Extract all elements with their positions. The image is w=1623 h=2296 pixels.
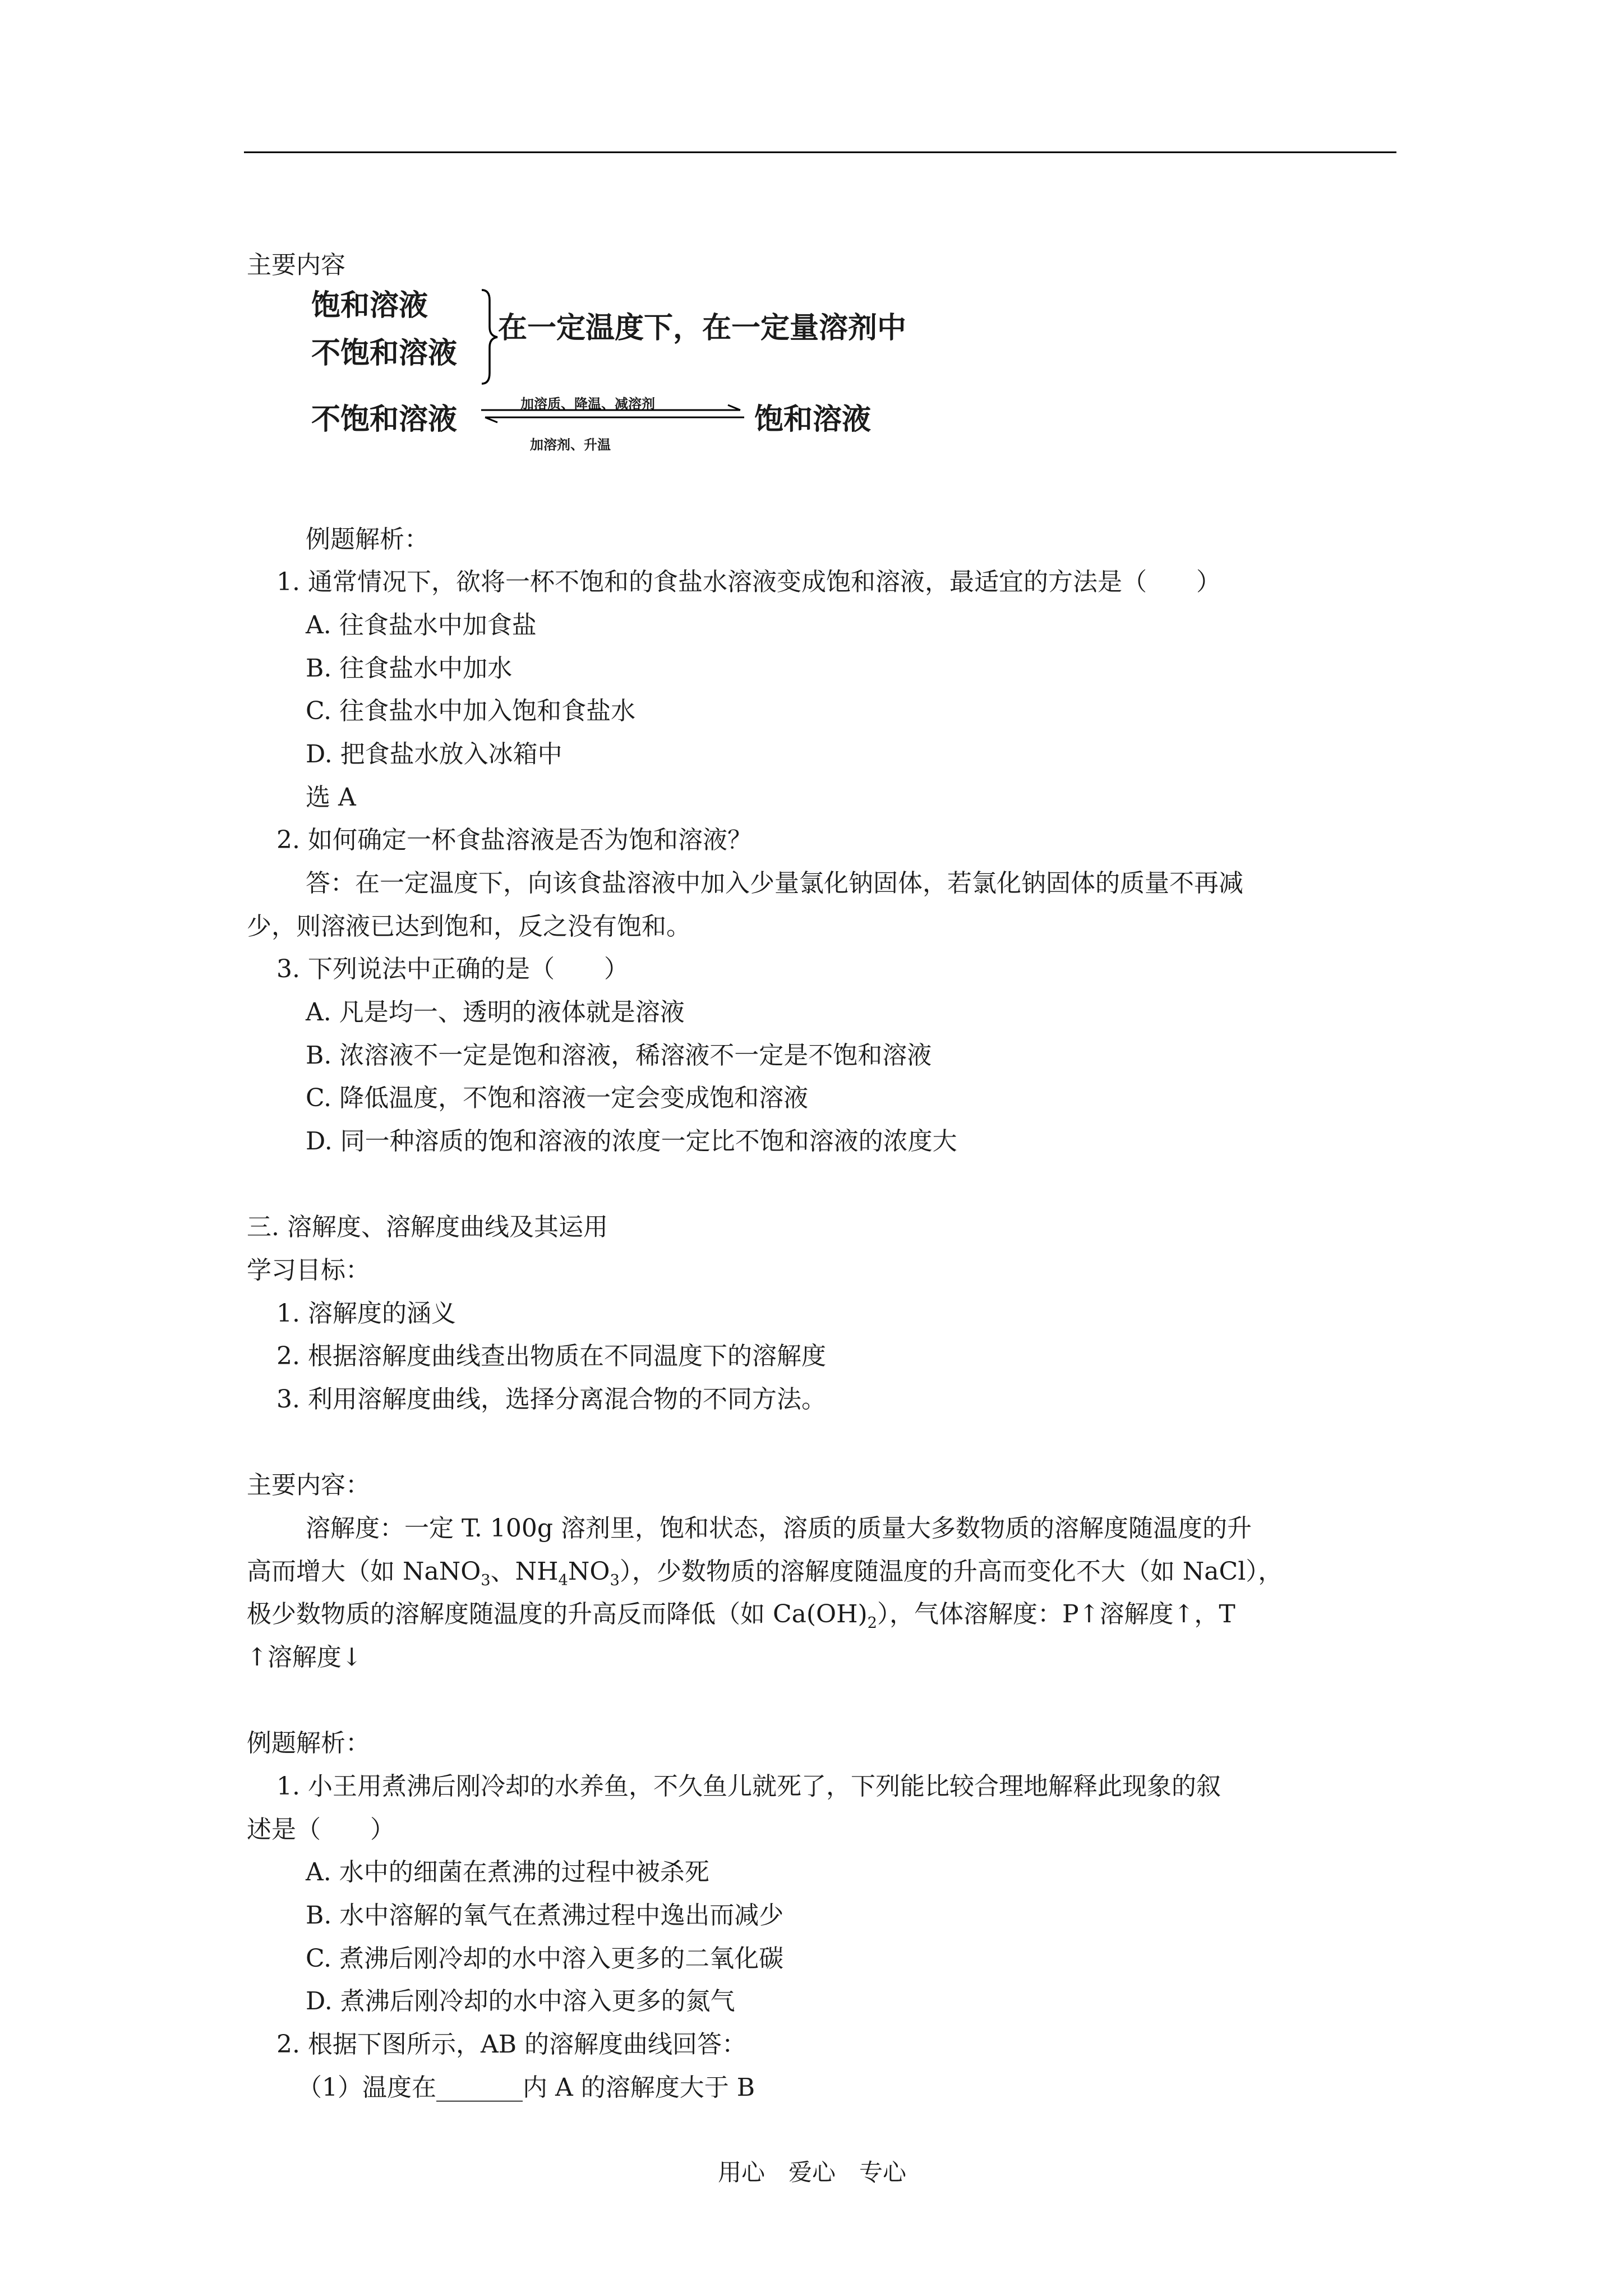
examples-heading: 例题解析： bbox=[306, 525, 429, 554]
q2-1-option-c: C. 煮沸后刚冷却的水中溶入更多的二氧化碳 bbox=[306, 1944, 784, 1973]
page-footer: 用心 爱心 专心 bbox=[718, 2159, 907, 2186]
learning-goals-heading: 学习目标： bbox=[247, 1256, 370, 1285]
q3-option-b: B. 浓溶液不一定是饱和溶液，稀溶液不一定是不饱和溶液 bbox=[306, 1041, 932, 1070]
reversible-arrow-icon bbox=[477, 403, 749, 425]
q3-option-a: A. 凡是均一、透明的液体就是溶液 bbox=[306, 998, 685, 1027]
question-1: 1. 通常情况下，欲将一杯不饱和的食盐水溶液变成饱和溶液，最适宜的方法是（ ） bbox=[276, 568, 1221, 596]
q1-option-a: A. 往食盐水中加食盐 bbox=[306, 611, 537, 639]
q1-option-c: C. 往食盐水中加入饱和食盐水 bbox=[306, 697, 636, 725]
question-2-1-line-2: 述是（ ） bbox=[247, 1815, 395, 1844]
goal-2: 2. 根据溶解度曲线查出物质在不同温度下的溶解度 bbox=[276, 1342, 826, 1370]
condition-text: 在一定温度下，在一定量溶剂中 bbox=[498, 311, 907, 345]
header-rule bbox=[244, 151, 1396, 153]
solubility-paragraph-line-2: 高而增大（如 NaNO$_3$、$NH_4NO_3$），少数物质的溶解度随温度的升高而变化不大（如 NaCl）， bbox=[247, 1557, 1283, 1589]
content-heading: 主要内容： bbox=[247, 1471, 370, 1499]
q2-1-option-d: D. 煮沸后刚冷却的水中溶入更多的氮气 bbox=[306, 1987, 735, 2016]
q3-option-d: D. 同一种溶质的饱和溶液的浓度一定比不饱和溶液的浓度大 bbox=[306, 1127, 957, 1156]
goal-1: 1. 溶解度的涵义 bbox=[276, 1299, 456, 1328]
question-3: 3. 下列说法中正确的是（ ） bbox=[276, 955, 629, 983]
question-2-2: 2. 根据下图所示，AB 的溶解度曲线回答： bbox=[276, 2030, 747, 2059]
goal-3: 3. 利用溶解度曲线，选择分离混合物的不同方法。 bbox=[276, 1385, 826, 1414]
q2-answer-line-2: 少，则溶液已达到饱和，反之没有饱和。 bbox=[247, 912, 691, 941]
question-2-2-sub-1: （1）温度在_______内 A 的溶解度大于 B bbox=[297, 2073, 755, 2102]
examples-heading-2: 例题解析： bbox=[247, 1729, 370, 1757]
conversion-left-label: 不饱和溶液 bbox=[311, 403, 458, 436]
q1-option-b: B. 往食盐水中加水 bbox=[306, 654, 513, 683]
q2-answer-line-1: 答：在一定温度下，向该食盐溶液中加入少量氯化钠固体，若氯化钠固体的质量不再减 bbox=[306, 869, 1243, 898]
q1-answer: 选 A bbox=[306, 783, 356, 812]
main-content-heading: 主要内容 bbox=[247, 251, 345, 279]
question-2-1-line-1: 1. 小王用煮沸后刚冷却的水养鱼，不久鱼儿就死了，下列能比较合理地解释此现象的叙 bbox=[276, 1772, 1221, 1801]
q1-option-d: D. 把食盐水放入冰箱中 bbox=[306, 740, 562, 769]
q2-1-option-a: A. 水中的细菌在煮沸的过程中被杀死 bbox=[306, 1858, 709, 1887]
arrow-backward-label: 加溶剂、升温 bbox=[530, 437, 611, 453]
solubility-paragraph-line-4: ↑溶解度↓ bbox=[247, 1643, 362, 1672]
unsaturated-label: 不饱和溶液 bbox=[311, 337, 458, 370]
saturated-label: 饱和溶液 bbox=[311, 289, 428, 323]
q3-option-c: C. 降低温度，不饱和溶液一定会变成饱和溶液 bbox=[306, 1084, 809, 1112]
question-2: 2. 如何确定一杯食盐溶液是否为饱和溶液？ bbox=[276, 826, 752, 854]
arrow-forward-label: 加溶质、降温、减溶剂 bbox=[520, 396, 655, 412]
q2-1-option-b: B. 水中溶解的氧气在煮沸过程中逸出而减少 bbox=[306, 1901, 784, 1930]
section-3-title: 三. 溶解度、溶解度曲线及其运用 bbox=[247, 1213, 608, 1241]
solubility-paragraph-line-1: 溶解度：一定 T. 100g 溶剂里，饱和状态，溶质的质量大多数物质的溶解度随温度的升 bbox=[306, 1514, 1252, 1543]
conversion-right-label: 饱和溶液 bbox=[754, 403, 872, 436]
solubility-paragraph-line-3: 极少数物质的溶解度随温度的升高反而降低（如 $Ca(OH)_2$），气体溶解度：P↑溶解度↑，T bbox=[247, 1600, 1235, 1632]
